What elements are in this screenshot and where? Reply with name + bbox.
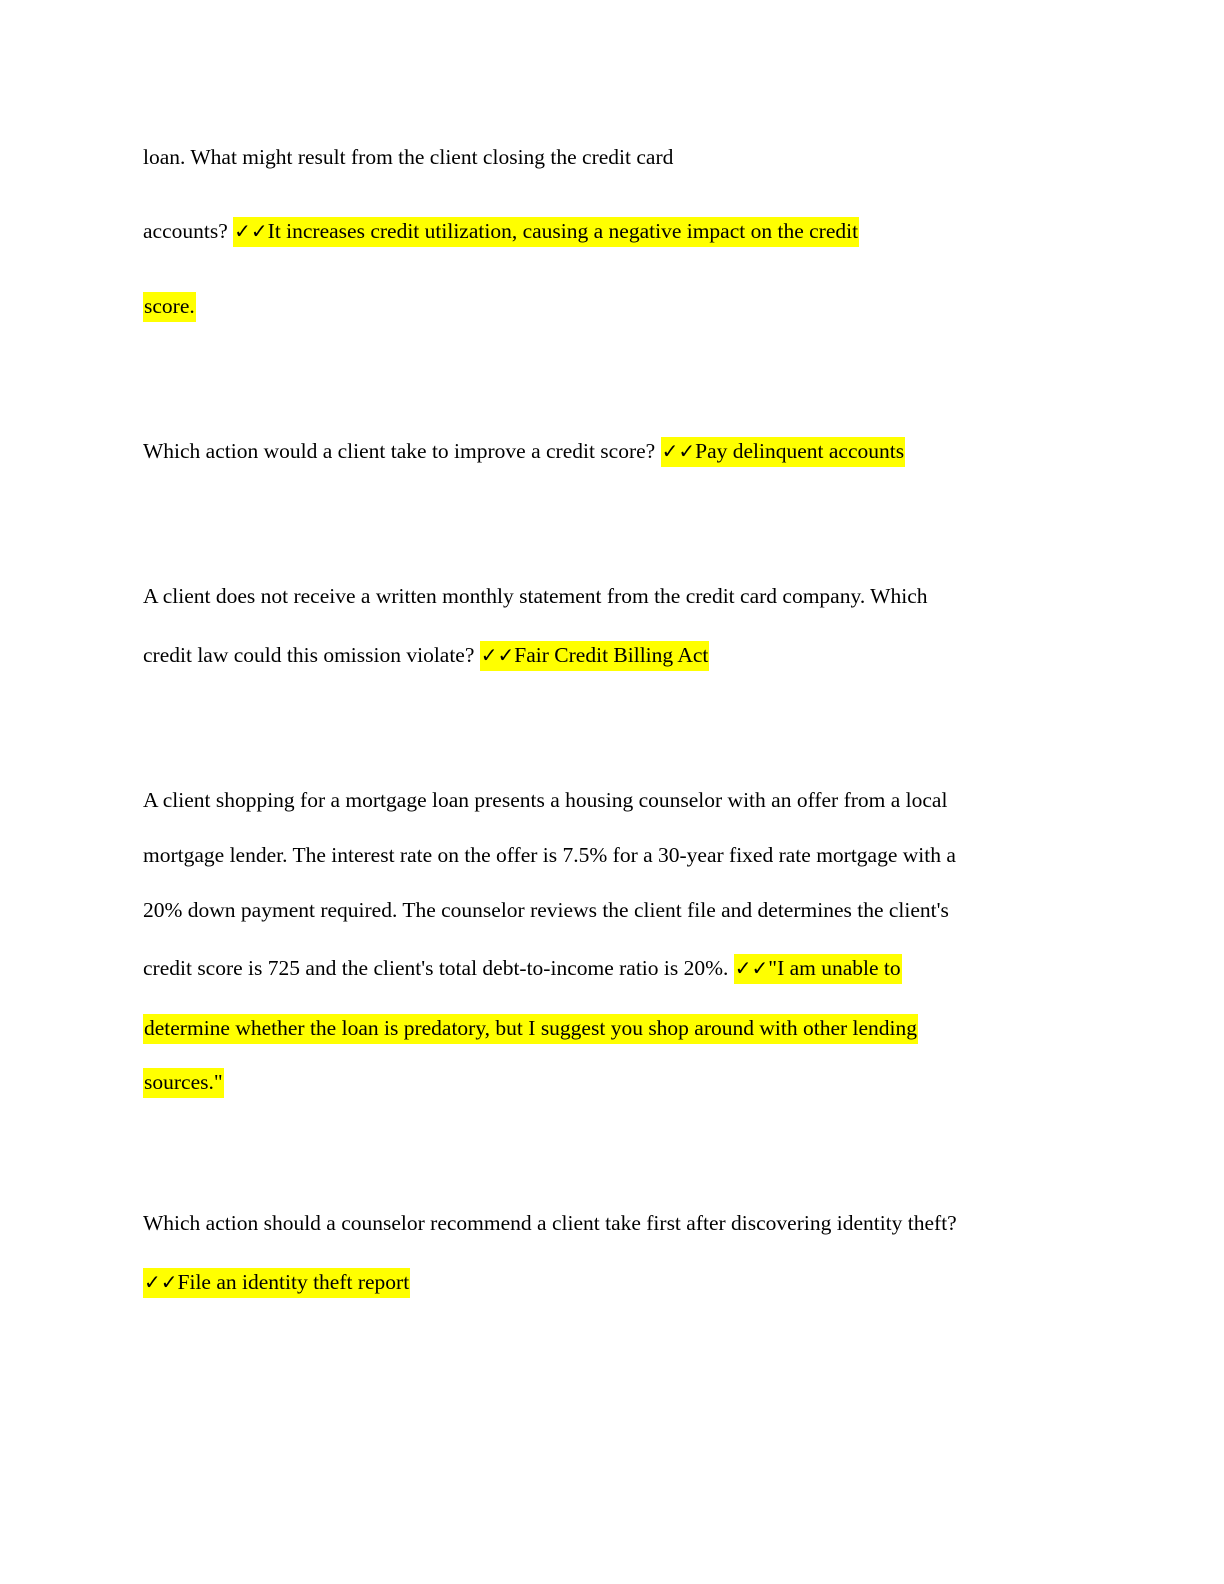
- answer-text: File an identity theft report: [177, 1270, 410, 1294]
- answer-line: [143, 292, 196, 320]
- answer-highlight: [143, 1014, 918, 1044]
- check-mark-icon: ✓✓: [480, 643, 515, 667]
- question-text: accounts?: [143, 219, 234, 243]
- answer-highlight: [143, 292, 196, 322]
- question-line: [143, 954, 902, 982]
- question-line: [143, 1209, 957, 1237]
- answer-highlight: [143, 1068, 224, 1098]
- check-mark-icon: ✓✓: [234, 219, 268, 243]
- answer-text: sources.": [144, 1070, 223, 1094]
- question-text: A client does not receive a written monthly statement from the credit card company. Which: [143, 584, 928, 608]
- answer-highlight: [143, 1268, 410, 1298]
- answer-text: Pay delinquent accounts: [695, 439, 905, 463]
- question-text: A client shopping for a mortgage loan presents a housing counselor with an offer from a local: [143, 788, 948, 812]
- answer-text: "I am unable to: [768, 956, 901, 980]
- question-text: Which action should a counselor recommend a client take first after discovering identity theft?: [143, 1211, 957, 1235]
- check-mark-icon: ✓✓: [144, 1270, 178, 1294]
- answer-text: It increases credit utilization, causing a negative impact on the credit: [267, 219, 859, 243]
- question-text: Which action would a client take to improve a credit score?: [143, 439, 661, 463]
- answer-line: [143, 1014, 918, 1042]
- question-line: [143, 786, 947, 814]
- answer-line: [143, 1268, 410, 1296]
- answer-text: Fair Credit Billing Act: [514, 643, 709, 667]
- answer-highlight: [734, 954, 902, 984]
- question-line: [143, 641, 709, 669]
- question-line: [143, 896, 949, 924]
- answer-highlight: [480, 641, 710, 671]
- question-text: credit score is 725 and the client's total debt-to-income ratio is 20%.: [143, 956, 734, 980]
- question-line: [143, 217, 859, 245]
- check-mark-icon: ✓✓: [661, 439, 696, 463]
- answer-text: determine whether the loan is predatory, but I suggest you shop around with other lending: [144, 1016, 918, 1040]
- question-line: [143, 143, 673, 171]
- answer-highlight: [661, 437, 906, 467]
- answer-line: [143, 1068, 224, 1096]
- question-line: [143, 841, 956, 869]
- answer-highlight: [233, 217, 859, 247]
- question-line: [143, 437, 905, 465]
- question-text: loan. What might result from the client closing the credit card: [143, 145, 674, 169]
- question-text: mortgage lender. The interest rate on the offer is 7.5% for a 30-year fixed rate mortgage with a: [143, 843, 956, 867]
- question-line: [143, 582, 928, 610]
- question-text: credit law could this omission violate?: [143, 643, 480, 667]
- question-text: 20% down payment required. The counselor reviews the client file and determines the client's: [143, 898, 949, 922]
- answer-text: score.: [144, 294, 195, 318]
- check-mark-icon: ✓✓: [734, 956, 769, 980]
